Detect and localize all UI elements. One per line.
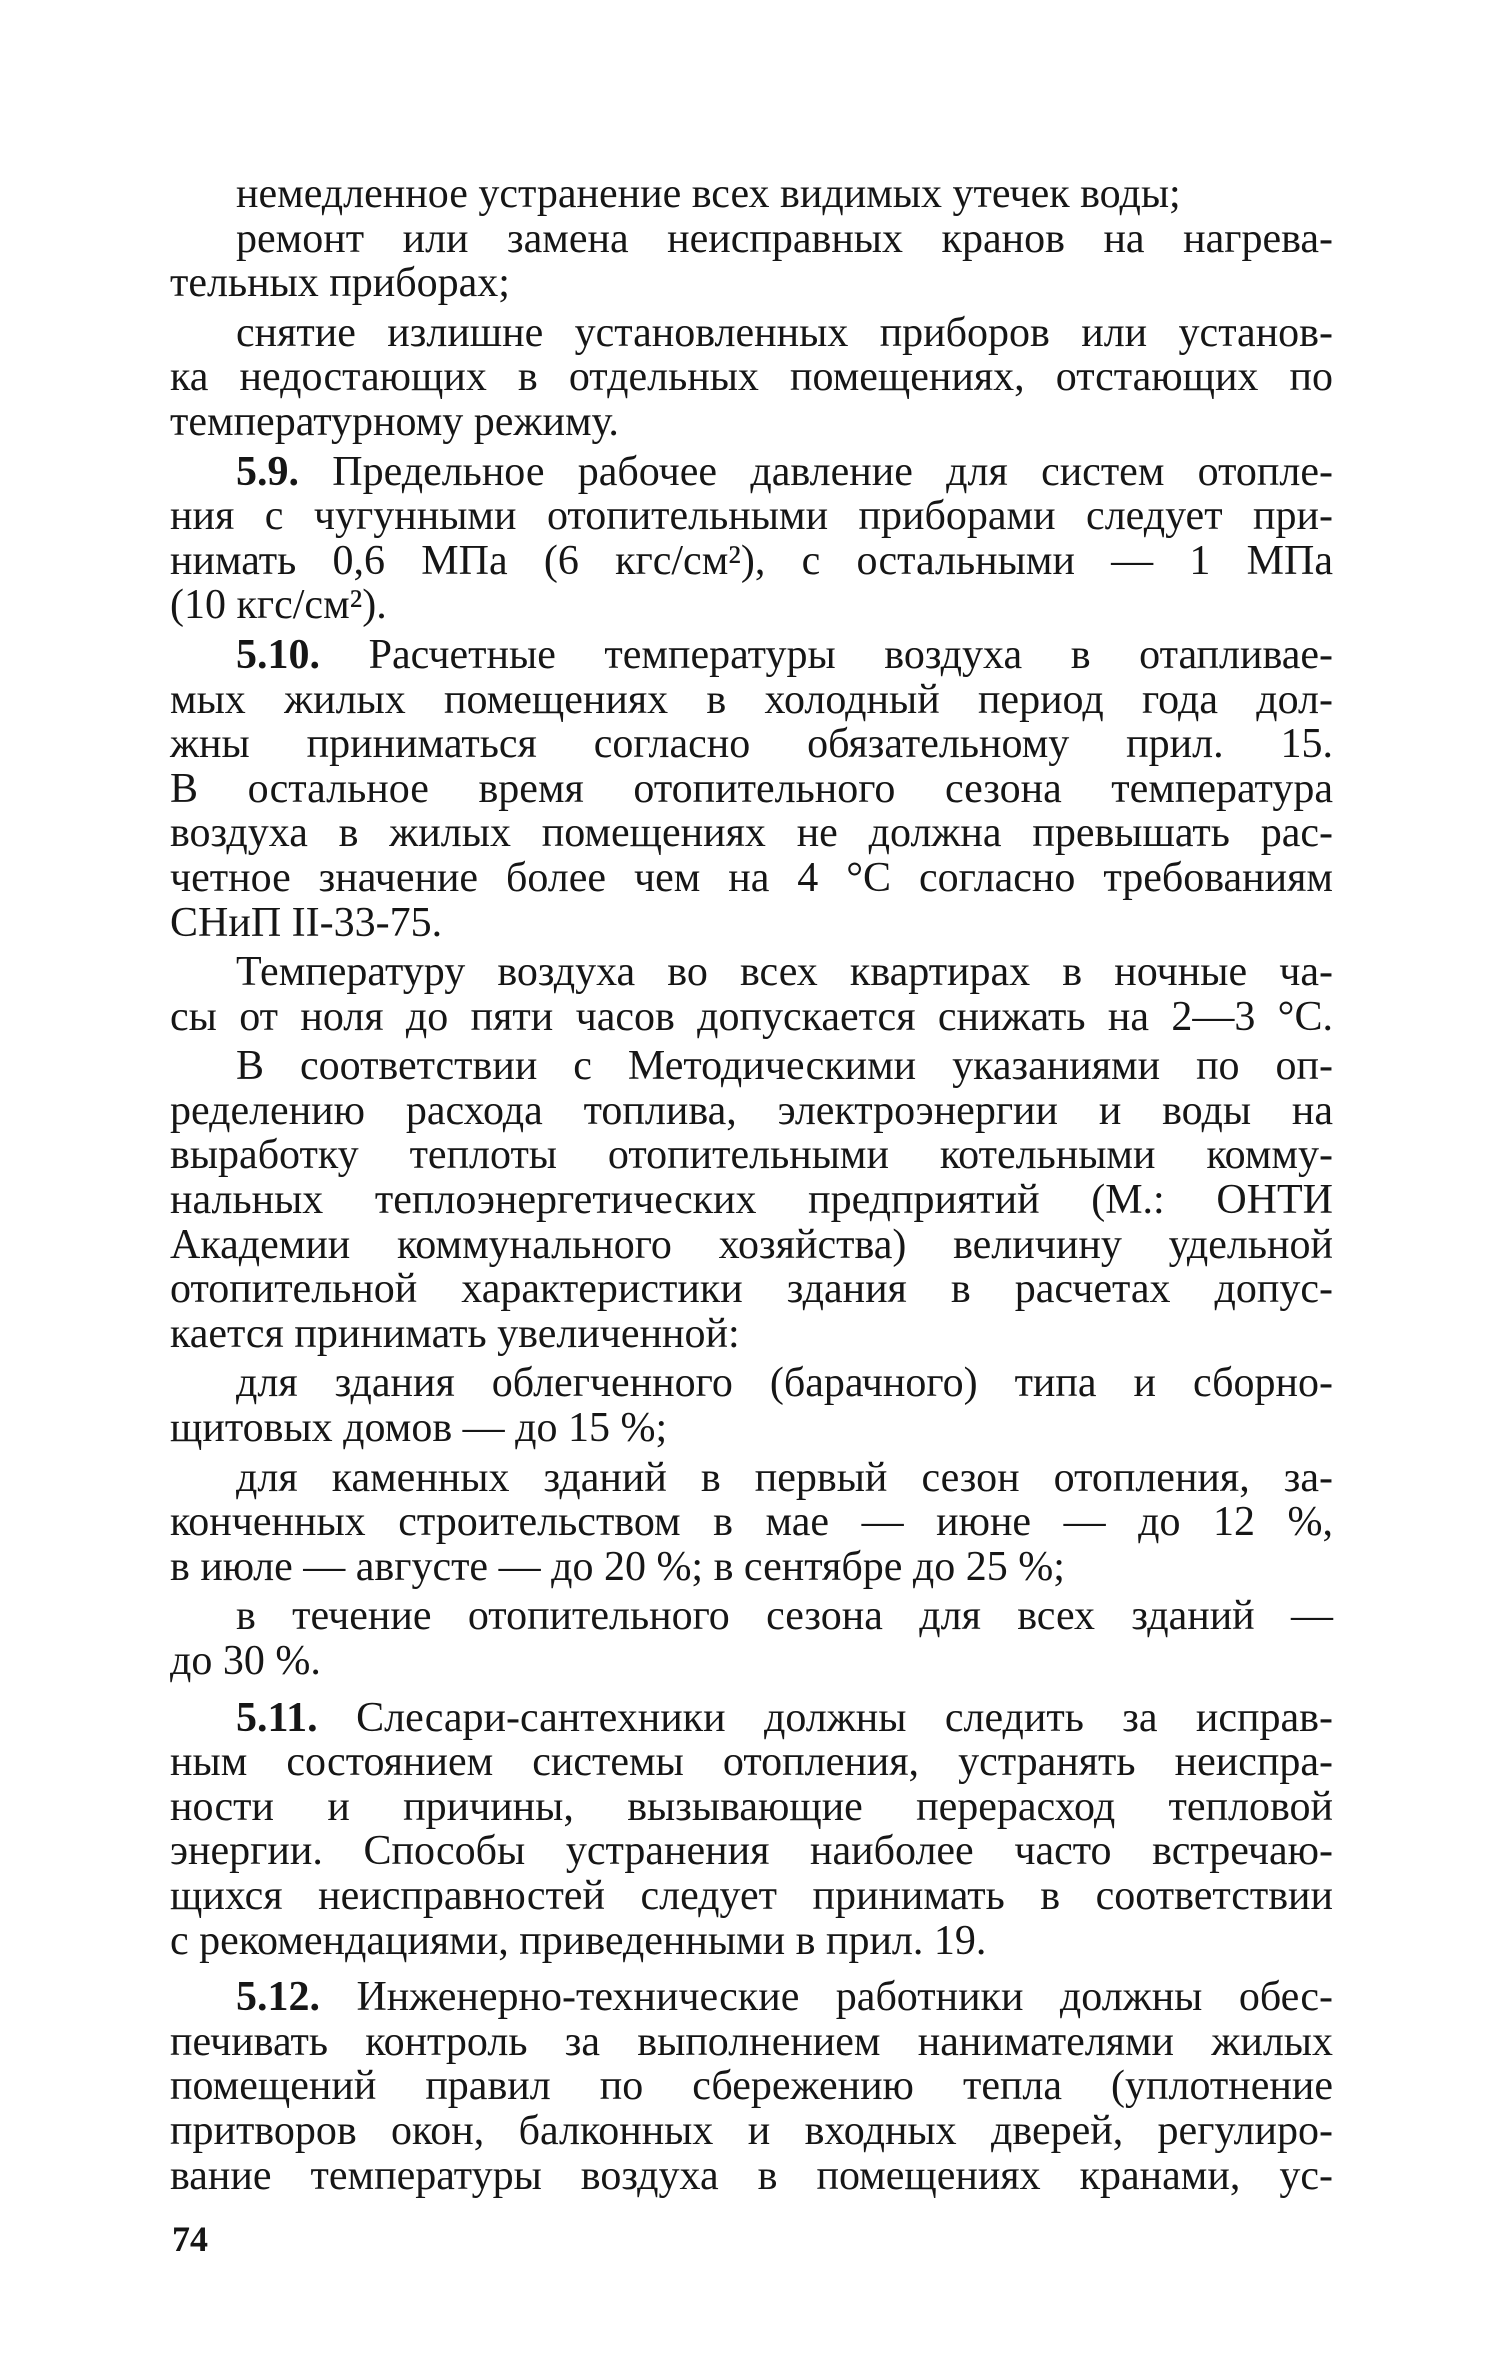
text-fragment: Слесари-сантехники должны следить за исправ- [317, 1694, 1333, 1741]
text-line: четное значение более чем на 4 °С согласно требованиям [170, 854, 1333, 901]
text-line: (10 кгс/см²). [170, 582, 387, 629]
text-line: до 30 %. [170, 1638, 321, 1684]
text-line: отопительной характеристики здания в расчетах допус- [170, 1266, 1333, 1313]
section-number: 5.10. [236, 631, 320, 678]
text-line: конченных строительством в мае — июне — до 12 %, [170, 1499, 1333, 1546]
text-fragment: Инженерно-технические работники должны обес- [320, 1974, 1333, 2021]
text-line: выработку теплоты отопительными котельными комму- [170, 1132, 1333, 1179]
section-5-9 [170, 450, 1333, 628]
paragraph-leak-repair [170, 172, 1333, 217]
text-line: с рекомендациями, приведенными в прил. 19. [170, 1917, 987, 1964]
text-line: СНиП II-33-75. [170, 899, 443, 946]
text-line: Температуру воздуха во всех квартирах в ночные ча- [236, 949, 1333, 996]
paragraph-light-buildings [170, 1361, 1333, 1450]
section-number: 5.12. [236, 1974, 320, 2021]
text-line: ным состоянием системы отопления, устранять неиспра- [170, 1739, 1333, 1786]
section-number: 5.9. [236, 448, 299, 495]
paragraph-heating-season [170, 1594, 1333, 1683]
text-line: ремонт или замена неисправных кранов на нагрева- [236, 215, 1333, 262]
text-line: тельных приборах; [170, 260, 510, 307]
paragraph-valve-repair [170, 217, 1333, 306]
text-line: В остальное время отопительного сезона температура [170, 765, 1333, 812]
text-line: для здания облегченного (барачного) типа и сборно- [236, 1360, 1333, 1407]
section-first-line [170, 1696, 1333, 1741]
text-line: Академии коммунального хозяйства) величину удельной [170, 1221, 1333, 1268]
text-line: ка недостающих в отдельных помещениях, отстающих по [170, 354, 1333, 401]
text-line: сы от ноля до пяти часов допускается снижать на 2—3 °С. [170, 993, 1333, 1040]
section-first-line [170, 1975, 1333, 2020]
text-line: нимать 0,6 МПа (6 кгс/см²), с остальными — 1 МПа [170, 537, 1333, 584]
text-fragment: Предельное рабочее давление для систем отопле- [299, 448, 1333, 495]
text-line: для каменных зданий в первый сезон отопления, за- [236, 1454, 1333, 1501]
text-line: помещений правил по сбережению тепла (уплотнение [170, 2063, 1333, 2110]
text-line: щихся неисправностей следует принимать в соответствии [170, 1872, 1333, 1919]
text-line: печивать контроль за выполнением нанимателями жилых [170, 2018, 1333, 2065]
section-first-line [170, 450, 1333, 495]
paragraph-night-temperature [170, 950, 1333, 1039]
text-line: притворов окон, балконных и входных дверей, регулиро- [170, 2107, 1333, 2154]
text-line: вание температуры воздуха в помещениях кранами, ус- [170, 2152, 1333, 2199]
section-5-12 [170, 1975, 1333, 2198]
text-line: в июле — августе — до 20 %; в сентябре до 25 %; [170, 1543, 1065, 1590]
text-line: щитовых домов — до 15 %; [170, 1405, 668, 1452]
text-line: температурному режиму. [170, 398, 619, 445]
section-5-10 [170, 633, 1333, 945]
text-line: воздуха в жилых помещениях не должна превышать рас- [170, 810, 1333, 857]
text-line: ности и причины, вызывающие перерасход тепловой [170, 1783, 1333, 1830]
text-line: жны приниматься согласно обязательному прил. 15. [170, 721, 1333, 768]
section-5-11 [170, 1696, 1333, 1964]
page-text [170, 172, 1333, 2198]
text-line: в течение отопительного сезона для всех зданий — [236, 1593, 1333, 1640]
text-line: энергии. Способы устранения наиболее часто встречаю- [170, 1828, 1333, 1875]
page-number: 74 [172, 2219, 208, 2259]
paragraph-stone-buildings [170, 1456, 1333, 1590]
text-line: мых жилых помещениях в холодный период года дол- [170, 676, 1333, 723]
text-fragment: Расчетные температуры воздуха в отапливае- [320, 631, 1333, 678]
text-line: нальных теплоэнергетических предприятий (М.: ОНТИ [170, 1177, 1333, 1224]
section-number: 5.11. [236, 1694, 318, 1741]
text-line: немедленное устранение всех видимых утечек воды; [236, 171, 1181, 217]
text-line: ния с чугунными отопительными приборами следует при- [170, 493, 1333, 540]
text-line: ределению расхода топлива, электроэнергии и воды на [170, 1087, 1333, 1134]
text-line: В соответствии с Методическими указаниями по оп- [236, 1043, 1333, 1090]
text-line: кается принимать увеличенной: [170, 1310, 740, 1357]
text-line: снятие излишне установленных приборов или установ- [236, 309, 1333, 356]
paragraph-guidelines [170, 1044, 1333, 1356]
paragraph-device-removal [170, 311, 1333, 445]
section-first-line [170, 633, 1333, 678]
